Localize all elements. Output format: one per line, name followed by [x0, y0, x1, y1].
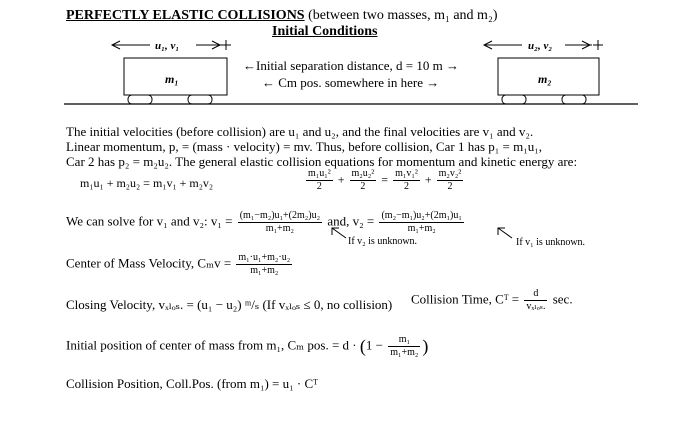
subtitle: Initial Conditions [272, 24, 378, 39]
page-title [66, 8, 498, 24]
collision-time: Collision Time, Cᵀ = $\frac{d}{\text{vₓₗₒₛ.}}$ sec. [411, 288, 573, 312]
title-rest: (between two masses, m₁ and m₂) [304, 8, 498, 23]
momentum-equation: m₁u₁ + m₂u₂ = m₁v₁ + m₂v₂ [80, 176, 214, 190]
v2-numerator: (m₂−m₁)u₂+(2m₁)u₁ [381, 210, 462, 221]
note-v1-unknown: If v₁ is unknown. [516, 237, 586, 248]
text-line-3: Car 2 has p₂ = m₂u₂. The general elastic collision equations for momentum and kinetic energy are: [66, 154, 578, 169]
text-line-2: Linear momentum, p, = (mass · velocity) = mv. Thus, before collision, Car 1 has p₁ = m₁u₁, [66, 139, 543, 154]
cm-velocity-equation: Center of Mass Velocity, Cₘv = $\frac{\text{m₁·u₁+m₂·u₂}}{\text{m₁+m₂}}$ [66, 252, 291, 276]
closing-velocity: Closing Velocity, vₓₗₒₛ. = (u₁ − u₂) ᵐ/ₛ (If vₓₗₒₛ ≤ 0, no collision) [66, 297, 393, 312]
car2-velocity-label: u₂, v₂ [528, 40, 553, 52]
v1-numerator: (m₁−m₂)u₁+(2m₂)u₂ [239, 210, 321, 221]
separation-text: ←Initial separation distance, d = 10 m → [243, 58, 460, 73]
note-v2-unknown: If v₂ is unknown. [348, 236, 418, 247]
solve-equation: We can solve for v₁ and v₂: v₁ = $\frac{\text{(m₁−m₂)u₁+(2m₂)u₂}}{\text{m₁+m₂}}$ and, v₂ = $\frac{\text{(m₂−m₁)u₂+(2m₁)u₁}}{\text{m₁+m₂}}$ [66, 210, 462, 234]
collision-position: Collision Position, Coll.Pos. (from m₁) = u₁ · Cᵀ [66, 376, 318, 391]
car2-mass-label: m₂ [538, 72, 552, 86]
v1-denominator: m₁+m₂ [265, 223, 294, 234]
car1-velocity-label: u₁, v₁ [155, 40, 180, 52]
note-arrow-v1 [496, 226, 516, 240]
v2-denominator: m₁+m₂ [407, 223, 436, 234]
cars-diagram [0, 38, 700, 112]
kinetic-energy-equation: $\frac{\text{m₁u₁²}}{2}$ + $\frac{\text{m₂u₂²}}{2}$ = $\frac{\text{m₁v₁²}}{2}$ + $\frac{\text{m₂v₂²}}{2}$ [308, 168, 462, 192]
text-line-1: The initial velocities (before collision) are u₁ and u₂, and the final velocities are v₁ and v₂. [66, 124, 534, 139]
car1-mass-label: m₁ [165, 72, 179, 86]
cm-position-equation: Initial position of center of mass from m₁, Cₘ pos. = d · (1 − $\frac{\text{m₁}}{\text{m₁+m₂}}$ ) [66, 334, 429, 358]
cm-position-text: ← Cm pos. somewhere in here → [262, 75, 440, 90]
title-bold: PERFECTLY ELASTIC COLLISIONS [66, 8, 305, 23]
note-arrow-v2 [330, 226, 350, 240]
